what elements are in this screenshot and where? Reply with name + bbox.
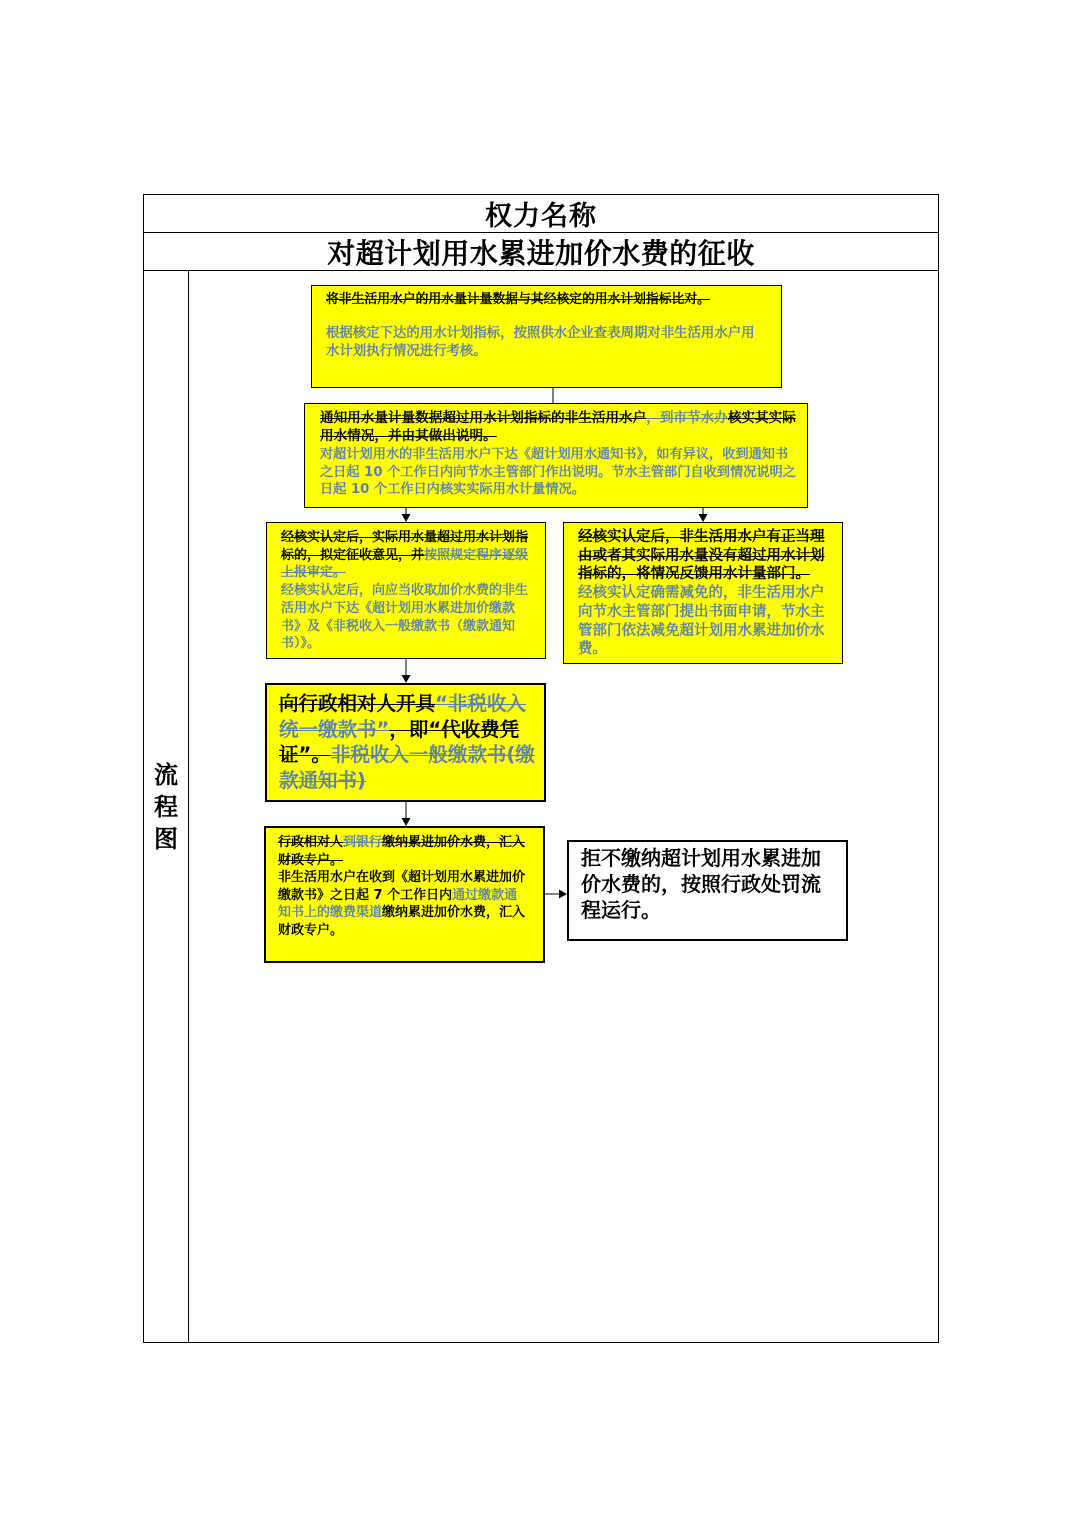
step1-text: 根据核定下达的用水计划指标，按照供水企业查表周期对非生活用水户用水计划执行情况进行考核。 bbox=[326, 326, 755, 359]
step2-seg: 通知用水量计量数据超过用水计划指标的非生活用水户 bbox=[320, 410, 647, 426]
header-title: 权力名称 bbox=[485, 201, 597, 232]
refusal-text: 拒不缴纳超计划用水累进加价水费的，按照行政处罚流程运行。 bbox=[581, 846, 821, 922]
step2-seg: 核实其实际用水情况，并由其做出说明。 bbox=[320, 410, 796, 444]
power-name: 对超计划用水累进加价水费的征收 bbox=[327, 236, 755, 270]
payment-text-struck bbox=[278, 834, 530, 869]
exemption-text: 经核实认定确需减免的，非生活用水户向节水主管部门提出书面申请，节水主管部门依法减免超计划用水累进加价水费。 bbox=[578, 585, 825, 658]
issue-seg: 非税收入一般缴款书(缴款通知书) bbox=[279, 743, 535, 792]
issue-notice-text bbox=[279, 691, 536, 793]
step2-text-struck bbox=[320, 410, 797, 445]
step2-seg: ，到市节水办 bbox=[646, 410, 728, 426]
levy-seg: 按照规定程序逐级上报审定。 bbox=[281, 547, 529, 581]
flow-box-payment bbox=[264, 826, 545, 963]
flow-box-exemption bbox=[563, 522, 843, 664]
payment-seg: 缴纳累进加价水费，汇入财政专户。 bbox=[278, 905, 526, 938]
flow-box-levy bbox=[266, 522, 546, 659]
payment-seg: 通过缴款通知书上的缴费渠道 bbox=[278, 887, 518, 921]
side-label: 流程图 bbox=[154, 760, 178, 853]
issue-seg: “非税收入统一缴款书” bbox=[279, 692, 526, 741]
payment-seg: 非生活用水户在收到《超计划用水累进加价缴款书》之日起 7 个工作日内 bbox=[278, 870, 526, 903]
payment-seg: 到银行 bbox=[343, 835, 383, 850]
flow-box-issue-notice bbox=[265, 683, 546, 802]
payment-seg: 行政相对人 bbox=[278, 835, 344, 850]
table-column-divider bbox=[188, 270, 189, 1343]
payment-text bbox=[278, 869, 530, 939]
levy-text: 经核实认定后，向应当收取加价水费的非生活用水户下达《超计划用水累进加价缴款书》及《非税收入一般缴款书（缴款通知书）》。 bbox=[281, 583, 529, 652]
flow-box-step1 bbox=[311, 285, 782, 388]
flow-box-refusal bbox=[567, 840, 848, 941]
issue-seg: 向行政相对人开具 bbox=[279, 692, 436, 715]
issue-seg: ，即“代收费凭证”。 bbox=[279, 717, 520, 766]
flow-box-step2 bbox=[304, 403, 808, 508]
levy-text-struck bbox=[281, 529, 533, 582]
header-title-cell bbox=[144, 195, 938, 232]
exemption-text-struck: 经核实认定后，非生活用水户有正当理由或者其实际用水量没有超过用水计划指标的，将情况反馈用水计量部门。 bbox=[578, 529, 825, 583]
step1-text-struck: 将非生活用水户的用水量计量数据与其经核定的用水计划指标比对。 bbox=[326, 292, 710, 307]
side-label-cell bbox=[144, 271, 188, 1342]
levy-seg: 经核实认定后，实际用水量超过用水计划指标的，拟定征收意见，并 bbox=[281, 530, 529, 563]
step2-text: 对超计划用水的非生活用水户下达《超计划用水通知书》，如有异议，收到通知书之日起 10 个工作日内向节水主管部门作出说明。节水主管部门自收到情况说明之日起 10 个工作日内核实实际用水计量情况。 bbox=[320, 447, 796, 497]
payment-seg: 缴纳累进加价水费，汇入财政专户。 bbox=[278, 835, 526, 868]
power-name-cell bbox=[144, 233, 938, 270]
